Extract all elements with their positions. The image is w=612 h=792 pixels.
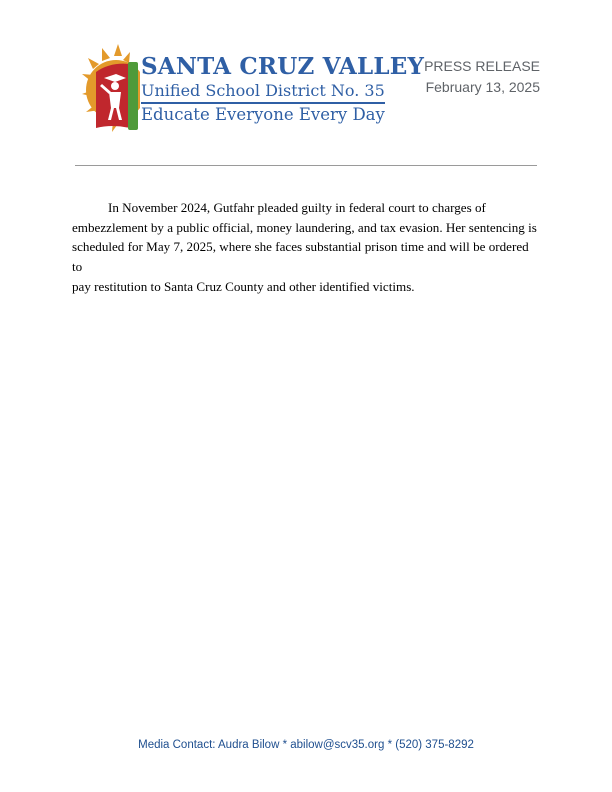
media-contact-footer: Media Contact: Audra Bilow * abilow@scv35.org * (520) 375-8292	[138, 739, 474, 751]
header-divider	[75, 165, 537, 166]
press-release-label: PRESS RELEASE	[424, 58, 540, 74]
logo-tagline: Educate Everyone Every Day	[141, 105, 385, 124]
district-logo	[82, 44, 425, 132]
logo-district-name: SANTA CRUZ VALLEY	[141, 53, 425, 80]
logo-district-subtitle: Unified School District No. 35	[141, 81, 385, 100]
body-paragraph: In November 2024, Gutfahr pleaded guilty in federal court to charges of embezzlement by a public official, money laundering, and tax evasion. Her sentencing is scheduled for May 7, 2025, where she faces substantial prison time and will be ordered to pay restitution to Santa Cruz County and other identified victims.	[72, 200, 537, 294]
press-release-date: February 13, 2025	[425, 79, 540, 95]
sun-book-graduate-icon	[82, 44, 140, 132]
